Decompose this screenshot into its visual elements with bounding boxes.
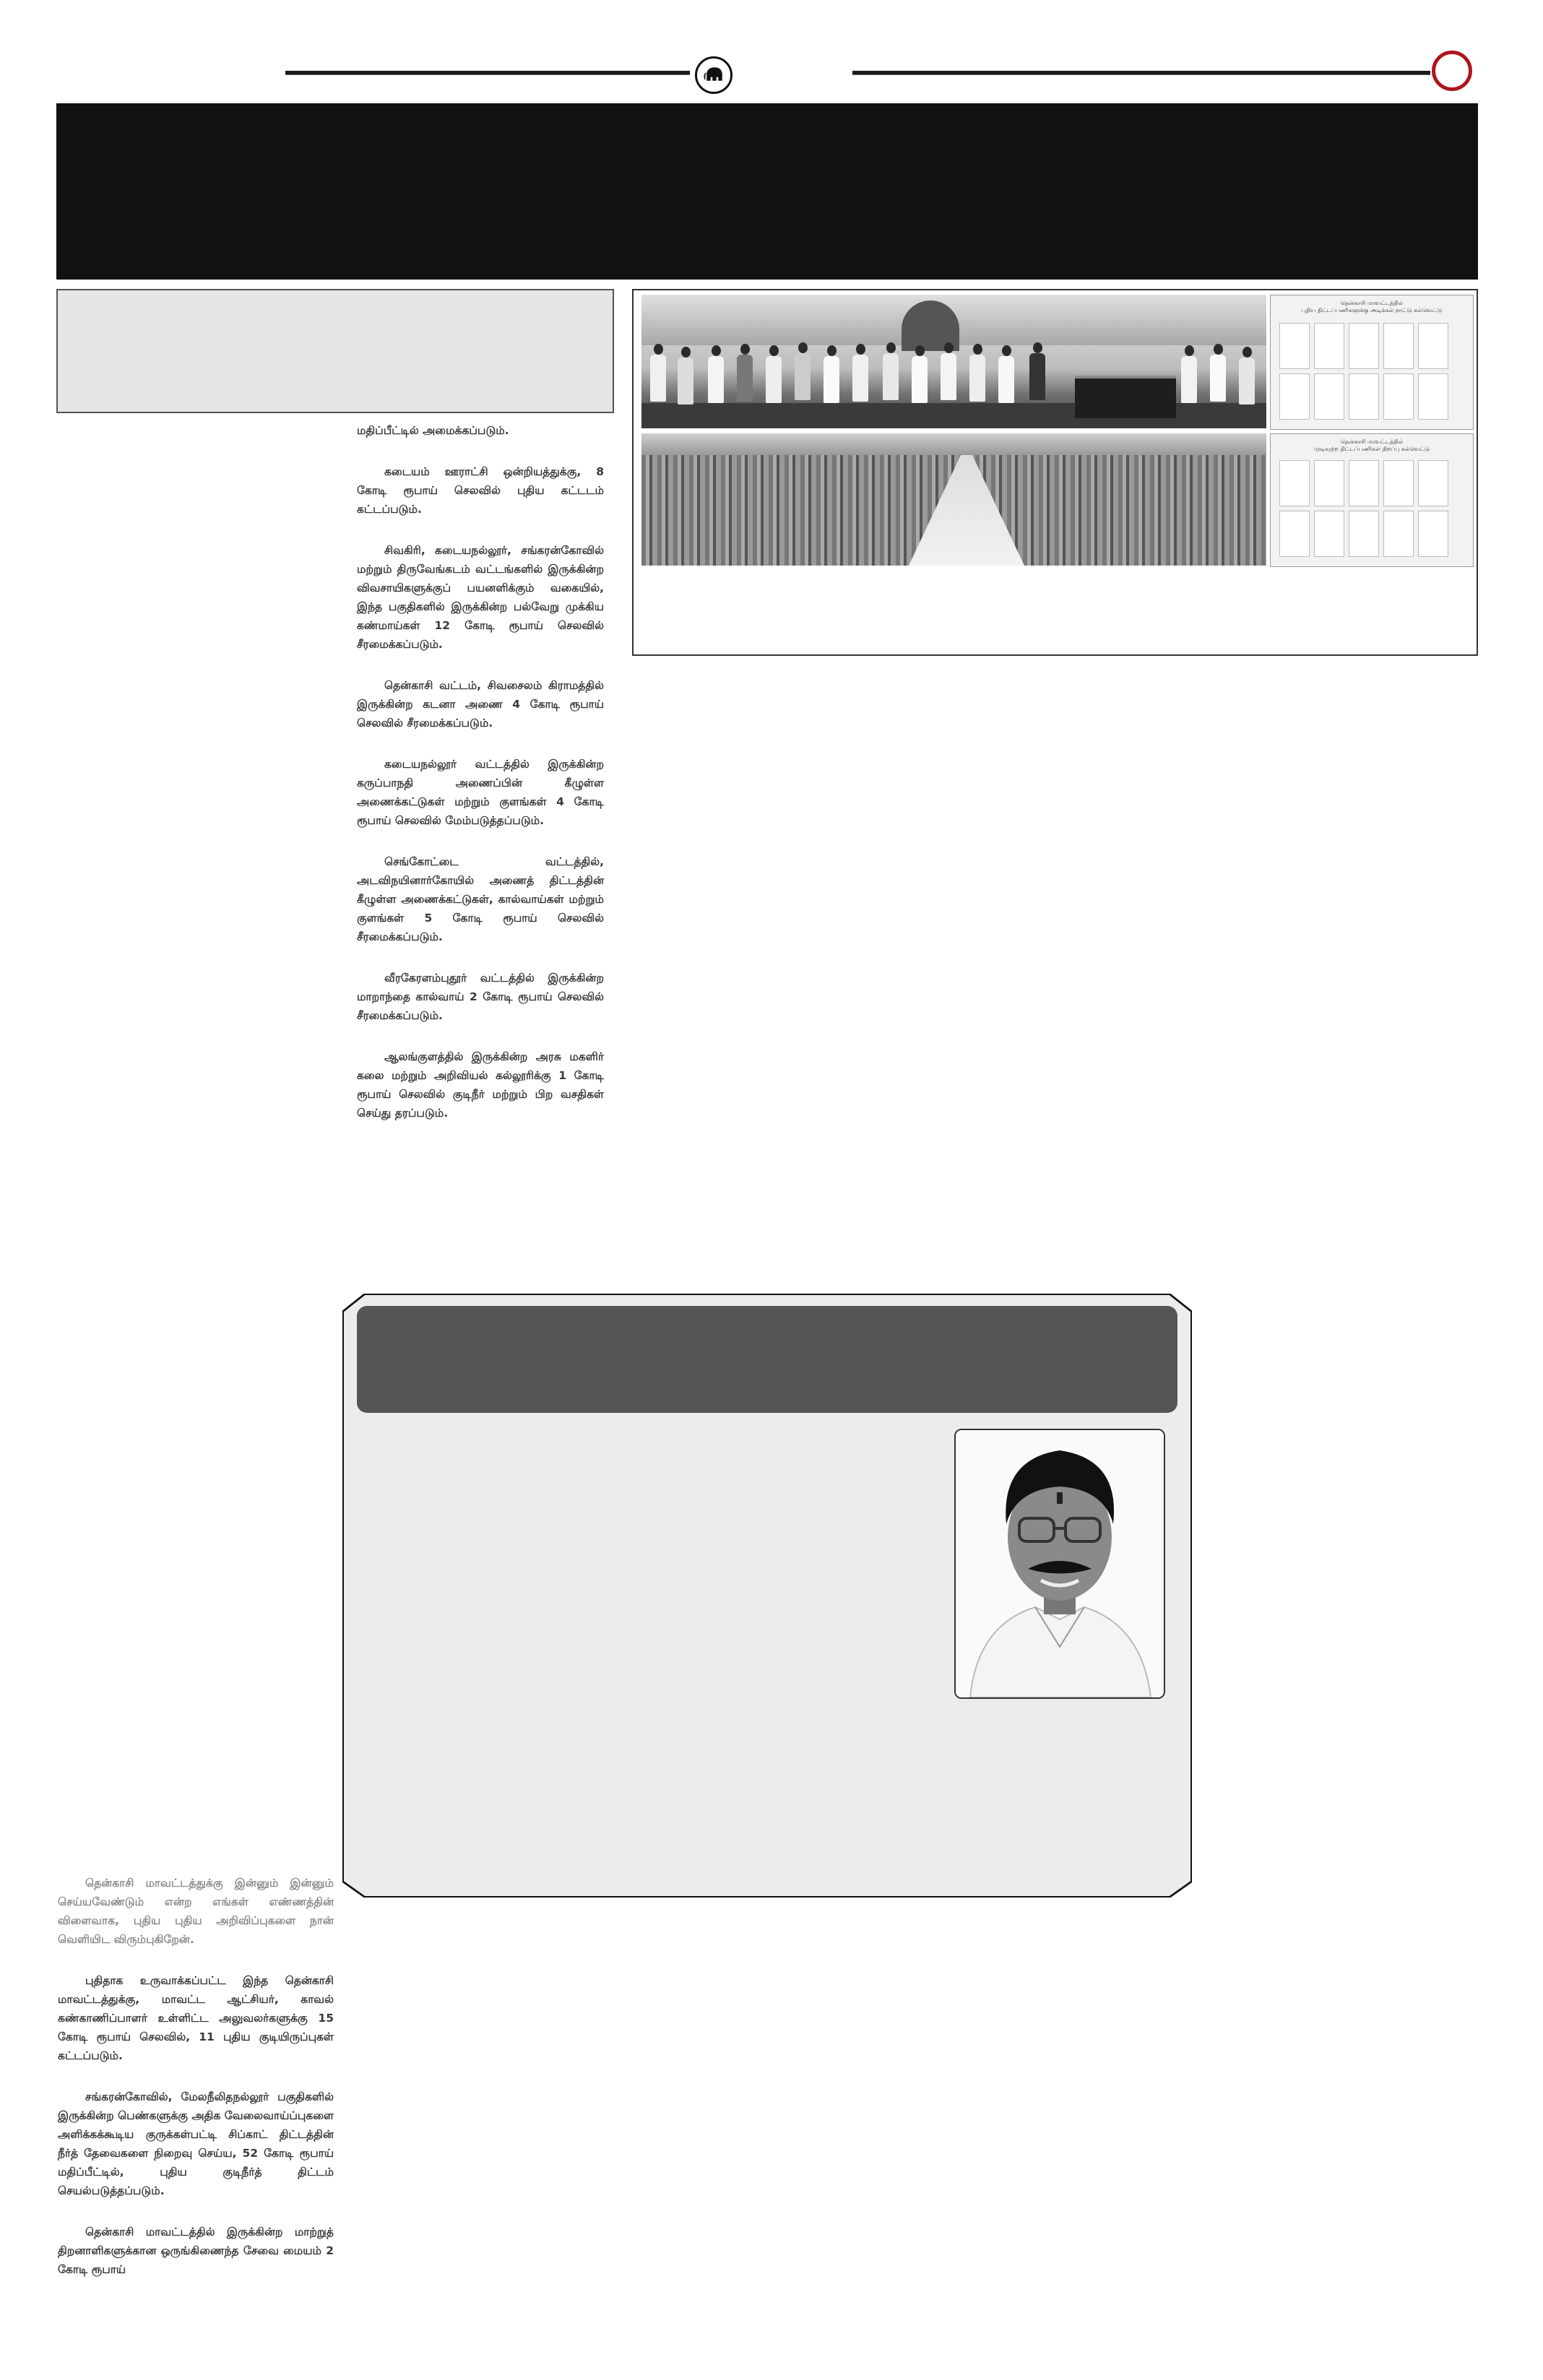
- person-figure: [1237, 347, 1256, 404]
- plaque-tile: [1279, 323, 1310, 369]
- plaque-tile: [1314, 460, 1344, 506]
- crowd-aisle: [909, 455, 1024, 566]
- article-paragraph: வீரகேரளம்புதூர் வட்டத்தில் இருக்கின்ற மாறாந்தை கால்வாய் 2 கோடி ரூபாய் செலவில் சீரமைக்கப்படும்.: [357, 972, 604, 1022]
- person-figure: [851, 344, 870, 402]
- person-figure: [822, 345, 841, 403]
- quote-box-header: [357, 1306, 1177, 1413]
- person-figure: [1209, 344, 1227, 402]
- article-paragraph: கடையம் ஊராட்சி ஒன்றியத்துக்கு, 8 கோடி ரூபாய் செலவில் புதிய கட்டடம் கட்டப்படும்.: [357, 465, 604, 516]
- article-paragraph: புதிதாக உருவாக்கப்பட்ட இந்த தென்காசி மாவட்டத்துக்கு, மாவட்ட ஆட்சியர், காவல் கண்காணிப்பாளர் உள்ளிட்ட அலுவலர்களுக்கு 15 கோடி ரூபாய் செலவில், 11 புதிய குடியிருப்புகள் கட்டப்படும்.: [58, 1974, 334, 2062]
- plaque-tile: [1418, 373, 1448, 420]
- article-column-left: [58, 1874, 334, 2279]
- plaque-tile: [1418, 460, 1448, 506]
- plaque-tile: [1349, 323, 1379, 369]
- podium: [1075, 376, 1176, 418]
- plaque-tile: [1383, 460, 1414, 506]
- portrait-photo: [954, 1429, 1165, 1699]
- page-number-marker: [1432, 51, 1472, 91]
- plaque-tile: [1279, 373, 1310, 420]
- stage-event-photo: [641, 295, 1266, 428]
- person-figure: [793, 342, 812, 400]
- plaque-tile: [1314, 373, 1344, 420]
- portrait-figure-icon: [956, 1430, 1164, 1697]
- article-column-right: [357, 421, 604, 1122]
- plaque-tile: [1279, 511, 1310, 557]
- person-figure: [764, 345, 783, 403]
- plaque-tile: [1383, 323, 1414, 369]
- plaque-tile: [1383, 511, 1414, 557]
- plaque-tile: [1383, 373, 1414, 420]
- person-figure: [1028, 342, 1047, 400]
- plaque-tile: [1349, 511, 1379, 557]
- person-figure: [939, 342, 958, 400]
- person-figure: [997, 345, 1016, 403]
- plaque-tile: [1418, 323, 1448, 369]
- plaque-tile: [1314, 323, 1344, 369]
- person-figure: [676, 347, 695, 404]
- crowd-photo: [641, 433, 1266, 566]
- plaque-title: தென்காசி மாவட்டத்தில் புதிய திட்டப்பணிகளுக்கு அடிக்கல் நாட்டு கல்வெட்டு: [1301, 300, 1443, 313]
- plaque-tile: [1314, 511, 1344, 557]
- article-paragraph: ஆலங்குளத்தில் இருக்கின்ற அரசு மகளிர் கலை மற்றும் அறிவியல் கல்லூரிக்கு 1 கோடி ரூபாய் செலவில் குடிநீர் மற்றும் பிற வசதிகள் செய்து தரப்படும்.: [357, 1050, 604, 1120]
- article-paragraph: தென்காசி மாவட்டத்துக்கு இன்னும் இன்னும் செய்யவேண்டும் என்ற எங்கள் எண்ணத்தின் விளைவாக, புதிய புதிய அறிவிப்புகளை நான் வெளியிட விரும்புகிறேன்.: [58, 1877, 334, 1946]
- plaque-title: தென்காசி மாவட்டத்தில் முடிவுற்ற திட்டப்பணிகள் திறப்பு கல்வெட்டு: [1314, 438, 1430, 452]
- article-paragraph: மதிப்பீட்டில் அமைக்கப்படும்.: [357, 424, 509, 437]
- headline-banner: [56, 103, 1478, 280]
- plaque-tile: [1418, 511, 1448, 557]
- header-rule-right: [852, 71, 1430, 75]
- article-paragraph: தென்காசி வட்டம், சிவசைலம் கிராமத்தில் இருக்கின்ற கடனா அணை 4 கோடி ரூபாய் செலவில் சீரமைக்கப்படும்.: [357, 679, 604, 730]
- crowd-back-light: [641, 433, 1266, 455]
- person-figure: [735, 344, 754, 402]
- person-figure: [881, 342, 900, 400]
- person-figure: [1180, 345, 1198, 403]
- plaque-tile: [1279, 460, 1310, 506]
- article-paragraph: தென்காசி மாவட்டத்தில் இருக்கின்ற மாற்றுத் திறனாளிகளுக்கான ஒருங்கிணைந்த சேவை மையம் 2 கோடி ரூபாய்: [58, 2225, 334, 2276]
- person-figure: [910, 345, 929, 403]
- person-figure: [968, 344, 987, 402]
- plaque-document-bottom: [1270, 433, 1474, 567]
- elephant-emblem-icon: [695, 56, 732, 94]
- plaque-tile: [1349, 460, 1379, 506]
- person-figure: [706, 345, 725, 403]
- elephant-icon: [703, 66, 725, 85]
- article-paragraph: சங்கரன்கோவில், மேலநீலிதநல்லூர் பகுதிகளில் இருக்கின்ற பெண்களுக்கு அதிக வேலைவாய்ப்புகளை அளிக்கக்கூடிய குருக்கள்பட்டி சிப்காட் திட்டத்தின் நீர்த் தேவைகளை நிறைவு செய்ய, 52 கோடி ரூபாய் மதிப்பீட்டில், புதிய குடிநீர்த் திட்டம் செயல்படுத்தப்படும்.: [58, 2090, 334, 2197]
- header-rule-left: [285, 71, 690, 75]
- subheadline-box: [56, 289, 614, 413]
- plaque-document-top: [1270, 295, 1474, 430]
- person-figure: [649, 344, 667, 402]
- article-paragraph: கடையநல்லூர் வட்டத்தில் இருக்கின்ற கருப்பாநதி அணைப்பின் கீழுள்ள அணைக்கட்டுகள் மற்றும் குளங்கள் 4 கோடி ரூபாய் செலவில் மேம்படுத்தப்படும்.: [357, 758, 604, 827]
- article-paragraph: சிவகிரி, கடையநல்லூர், சங்கரன்கோவில் மற்றும் திருவேங்கடம் வட்டங்களில் இருக்கின்ற விவசாயிகளுக்குப் பயனளிக்கும் வகையில், இந்த பகுதிகளில் இருக்கின்ற பல்வேறு முக்கிய கண்மாய்கள் 12 கோடி ரூபாய் செலவில் சீரமைக்கப்படும்.: [357, 544, 604, 651]
- article-paragraph: செங்கோட்டை வட்டத்தில், அடவிநயினார்கோயில் அணைத் திட்டத்தின் கீழுள்ள அணைக்கட்டுகள், கால்வாய்கள் மற்றும் குளங்கள் 5 கோடி ரூபாய் செலவில் சீரமைக்கப்படும்.: [357, 855, 604, 943]
- plaque-tile: [1349, 373, 1379, 420]
